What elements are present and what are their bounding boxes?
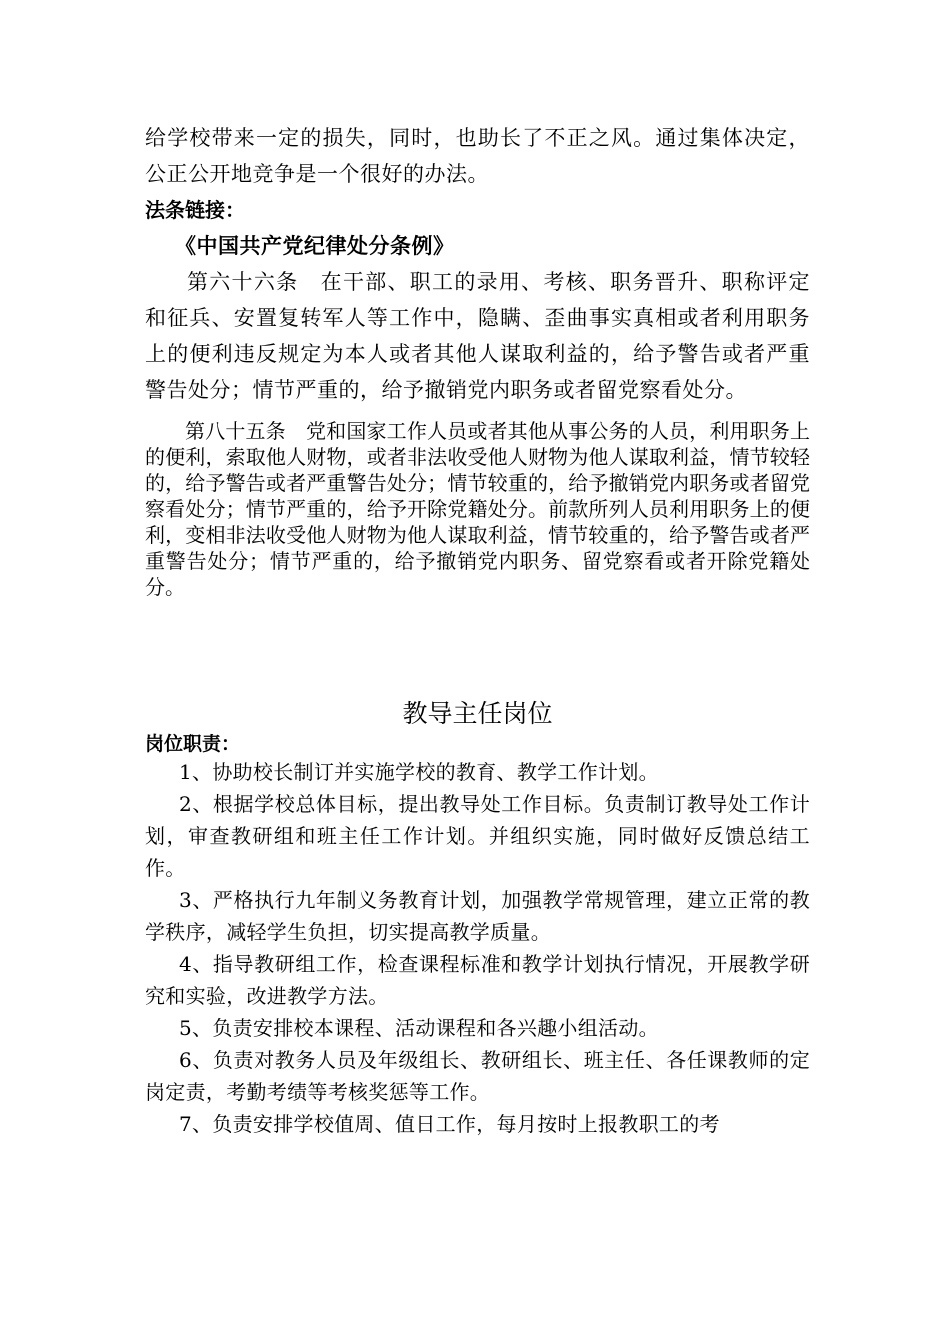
- law-link-label: 法条链接：: [145, 198, 245, 222]
- duty-item-6: 6、负责对教务人员及年级组长、教研组长、班主任、各任课教师的定岗定责，考勤考绩等考核奖惩等工作。: [145, 1048, 810, 1104]
- duty-item-5: 5、负责安排校本课程、活动课程和各兴趣小组活动。: [179, 1016, 659, 1040]
- duties-label: 岗位职责：: [145, 733, 241, 755]
- duty-item-2: 2、根据学校总体目标，提出教导处工作目标。负责制订教导处工作计划，审查教研组和班主任工作计划。并组织实施，同时做好反馈总结工作。: [145, 792, 810, 880]
- law-title: 《中国共产党纪律处分条例》: [175, 234, 455, 258]
- section-title: 教导主任岗位: [402, 699, 553, 728]
- duty-item-3: 3、严格执行九年制义务教育计划，加强教学常规管理，建立正常的教学秩序，减轻学生负担，切实提高教学质量。: [145, 888, 810, 944]
- article-66-paragraph: 第六十六条 在干部、职工的录用、考核、职务晋升、职称评定和征兵、安置复转军人等工作中，隐瞒、歪曲事实真相或者利用职务上的便利违反规定为本人或者其他人谋取利益的，给予警告或者严重警告处分；情节严重的，给予撤销党内职务或者留党察看处分。: [145, 270, 810, 402]
- intro-paragraph: 给学校带来一定的损失，同时，也助长了不正之风。通过集体决定，公正公开地竞争是一个很好的办法。: [145, 126, 810, 186]
- duty-item-4: 4、指导教研组工作，检查课程标准和教学计划执行情况，开展教学研究和实验，改进教学方法。: [145, 952, 810, 1008]
- article-85-paragraph: 第八十五条 党和国家工作人员或者其他从事公务的人员，利用职务上的便利，索取他人财物，或者非法收受他人财物为他人谋取利益，情节较轻的，给予警告或者严重警告处分；情节较重的，给予撤销党内职务或者留党察看处分；情节严重的，给予开除党籍处分。前款所列人员利用职务上的便利，变相非法收受他人财物为他人谋取利益，情节较重的，给予警告或者严重警告处分；情节严重的，给予撤销党内职务、留党察看或者开除党籍处分。: [145, 419, 810, 599]
- document-page: [145, 120, 810, 1140]
- duty-item-1: 1、协助校长制订并实施学校的教育、教学工作计划。: [179, 760, 659, 784]
- duty-item-7: 7、负责安排学校值周、值日工作，每月按时上报教职工的考: [179, 1112, 720, 1136]
